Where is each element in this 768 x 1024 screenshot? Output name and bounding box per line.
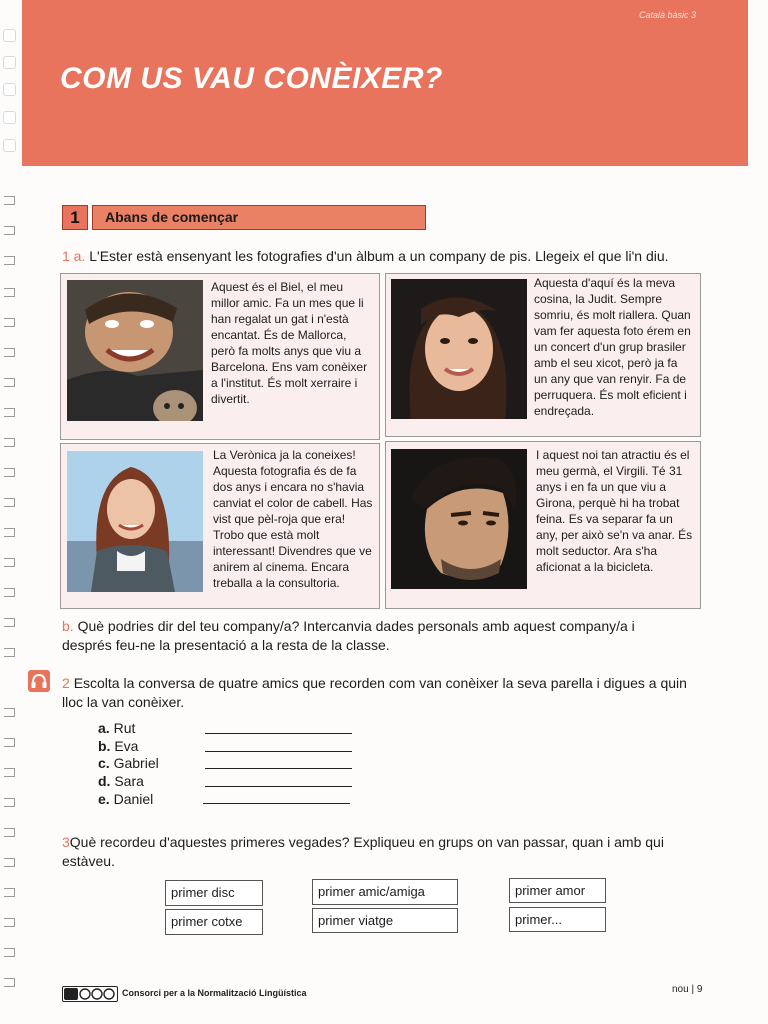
photo-card-virgili (385, 441, 701, 609)
photo-veronica (67, 451, 203, 592)
answer-letter: a. (98, 720, 110, 736)
word-box-primer-cotxe: primer cotxe (165, 909, 263, 935)
caption-veronica: La Verònica ja la coneixes! Aquesta fotografia és de fa dos anys i encara no s'havia canviat el color de cabell. Has vist que pèl-roja que era! Trobo que està molt interessant! Divendres que ve anirem al cinema. Encara treballa a la consultoria. (213, 448, 373, 590)
photo-card-veronica (60, 443, 380, 609)
creative-commons-logo (62, 986, 118, 1002)
answer-name: Eva (114, 738, 139, 754)
exercise-1a-instruction (62, 247, 712, 266)
caption-biel: Aquest és el Biel, el meu millor amic. Fa un mes que li han regalat un gat i n'està encantat. És de Mallorca, però fa molts anys que viu a Barcelona. Ens vam conèixer a l'institut. És molt xerraire i divertit. (211, 280, 368, 406)
headphones-icon (28, 670, 50, 692)
answer-item-daniel (98, 790, 153, 808)
exercise-1b-text-2: després feu-ne la presentació a la resta de la classe. (62, 637, 390, 653)
answer-name: Gabriel (113, 755, 159, 771)
page-title: COM US VAU CONÈIXER? (60, 62, 443, 95)
series-label: Català bàsic 3 (638, 10, 696, 20)
photo-biel (67, 280, 203, 421)
word-box-primer-ellipsis: primer... (509, 907, 606, 932)
word-box-primer-disc: primer disc (165, 880, 263, 906)
answer-line-sara[interactable] (205, 786, 352, 787)
answer-letter: b. (98, 738, 111, 754)
answer-letter: d. (98, 773, 111, 789)
exercise-1a-text: L'Ester està ensenyant les fotografies d'un àlbum a un company de pis. Llegeix el que li'n diu. (89, 248, 669, 264)
exercise-2-number: 2 (62, 675, 70, 691)
exercise-3-instruction (62, 833, 712, 852)
section-title-bar (92, 205, 426, 230)
header-band (22, 0, 748, 166)
answer-item-eva (98, 737, 138, 755)
exercise-2-text-1: Escolta la conversa de quatre amics que recorden com van conèixer la seva parella i digues a quin (73, 675, 687, 691)
binder-edge (4, 0, 18, 1024)
answer-line-eva[interactable] (205, 751, 352, 752)
answer-letter: c. (98, 755, 110, 771)
photo-card-judit (385, 273, 701, 437)
answer-line-gabriel[interactable] (205, 768, 352, 769)
exercise-1a-number: 1 a. (62, 248, 86, 264)
answer-line-daniel[interactable] (203, 803, 350, 804)
answer-line-rut[interactable] (205, 733, 352, 734)
exercise-3-number: 3 (62, 834, 70, 850)
answer-name: Rut (113, 720, 136, 736)
photo-virgili (391, 449, 527, 589)
answer-item-sara (98, 772, 144, 790)
section-title: Abans de començar (105, 209, 239, 225)
caption-virgili: I aquest noi tan atractiu és el meu germà, el Virgili. Té 31 anys i en fa un que viu a Girona, perquè hi ha trobat feina. Es va separar fa un any, per això se'n va anar. És molt seductor. Ara s'ha aficionat a la bicicleta. (536, 448, 693, 574)
exercise-3-text-2: estàveu. (62, 853, 115, 869)
exercise-2-text-2: lloc la van conèixer. (62, 694, 185, 710)
exercise-3-text-1: Què recordeu d'aquestes primeres vegades? Expliqueu en grups on van passar, quan i amb qui (69, 834, 664, 850)
word-box-primer-amor: primer amor (509, 878, 606, 903)
photo-card-biel (60, 273, 380, 440)
page-number: nou | 9 (672, 984, 703, 995)
caption-judit: Aquesta d'aquí és la meva cosina, la Judit. Sempre somriu, és molt riallera. Quan vam fer aquesta foto érem en un concert d'un grup brasiler amb el seu xicot, però ja fa un any que van renyir. Fa de perruquera. És molt eficient i endreçada. (534, 276, 691, 418)
exercise-1b-text-1: Què podries dir del teu company/a? Intercanvia dades personals amb aquest company/a i (77, 618, 635, 634)
section-number: 1 (62, 205, 88, 230)
exercise-1b-instruction (62, 617, 712, 636)
exercise-1b-number: b. (62, 618, 74, 634)
answer-letter: e. (98, 791, 110, 807)
word-box-primer-amic: primer amic/amiga (312, 879, 458, 905)
exercise-2-instruction (62, 674, 712, 693)
word-box-primer-viatge: primer viatge (312, 908, 458, 933)
answer-item-rut (98, 719, 135, 737)
publisher-name: Consorci per a la Normalització Lingüística (122, 988, 307, 998)
answer-name: Sara (114, 773, 144, 789)
answer-item-gabriel (98, 754, 159, 772)
photo-judit (391, 279, 527, 419)
answer-name: Daniel (113, 791, 154, 807)
